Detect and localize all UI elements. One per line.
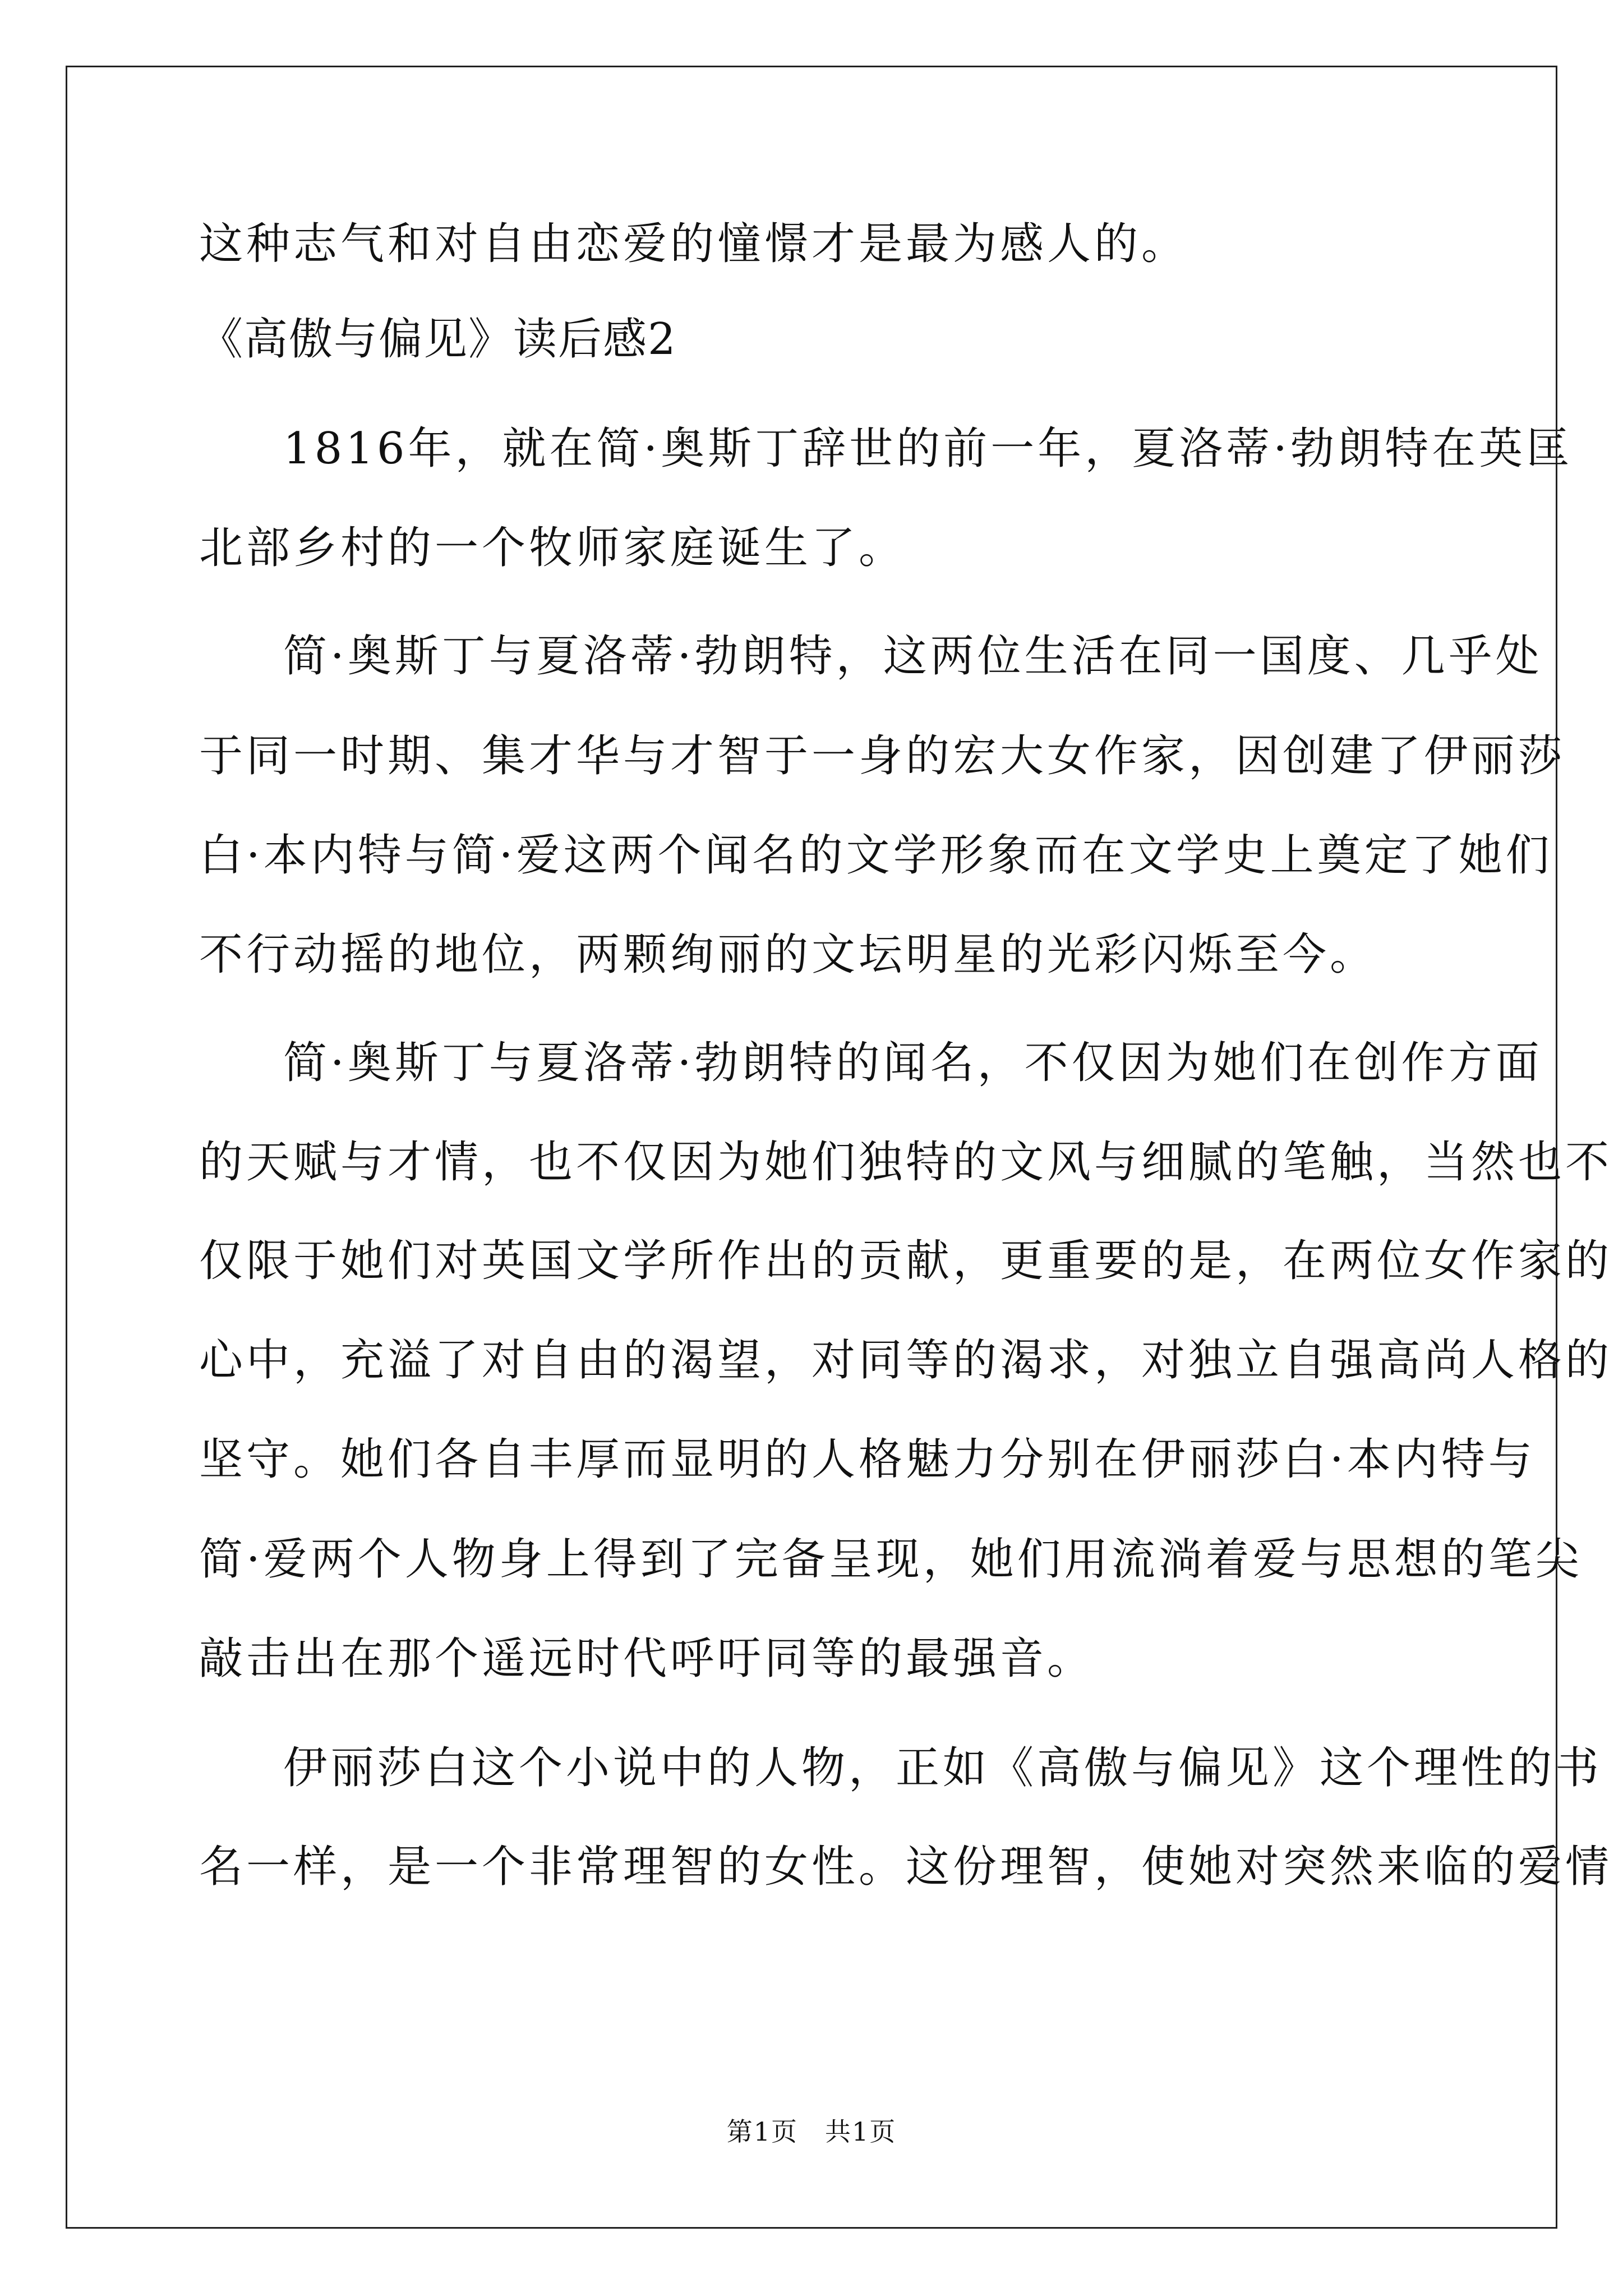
paragraph-line: 简·奥斯丁与夏洛蒂·勃朗特的闻名，不仅因为她们在创作方面 [283, 1038, 1543, 1088]
page-number: 第1页 共1页 [726, 2116, 897, 2147]
paragraph-line: 的天赋与才情，也不仅因为她们独特的文风与细腻的笔触，当然也不 [199, 1137, 1613, 1188]
paragraph-line: 坚守。她们各自丰厚而显明的人格魅力分别在伊丽莎白·本内特与 [199, 1434, 1536, 1485]
paragraph-line: 北部乡村的一个牧师家庭诞生了。 [199, 523, 906, 573]
paragraph-line: 这种志气和对自由恋爱的憧憬才是最为感人的。 [199, 219, 1189, 269]
paragraph-line: 简·奥斯丁与夏洛蒂·勃朗特，这两位生活在同一国度、几乎处 [283, 631, 1543, 682]
paragraph-line: 简·爱两个人物身上得到了完备呈现，她们用流淌着爱与思想的笔尖 [199, 1534, 1583, 1585]
paragraph-line: 名一样，是一个非常理智的女性。这份理智，使她对突然来临的爱情 [199, 1842, 1613, 1892]
paragraph-line: 敲击出在那个遥远时代呼吁同等的最强音。 [199, 1634, 1095, 1684]
paragraph-line: 心中，充溢了对自由的渴望，对同等的渴求，对独立自强高尚人格的 [199, 1335, 1613, 1386]
paragraph-line: 不行动摇的地位，两颗绚丽的文坛明星的光彩闪烁至今。 [199, 930, 1377, 980]
section-heading: 《高傲与偏见》读后感2 [199, 314, 677, 365]
paragraph-line: 伊丽莎白这个小说中的人物，正如《高傲与偏见》这个理性的书 [283, 1743, 1603, 1793]
paragraph-line: 于同一时期、集才华与才智于一身的宏大女作家，因创建了伊丽莎 [199, 731, 1566, 781]
paragraph-line: 仅限于她们对英国文学所作出的贡献，更重要的是，在两位女作家的 [199, 1236, 1613, 1286]
paragraph-line: 1816年，就在简·奥斯丁辞世的前一年，夏洛蒂·勃朗特在英匡 [283, 424, 1574, 474]
paragraph-line: 白·本内特与简·爱这两个闻名的文学形象而在文学史上奠定了她们 [199, 830, 1553, 881]
